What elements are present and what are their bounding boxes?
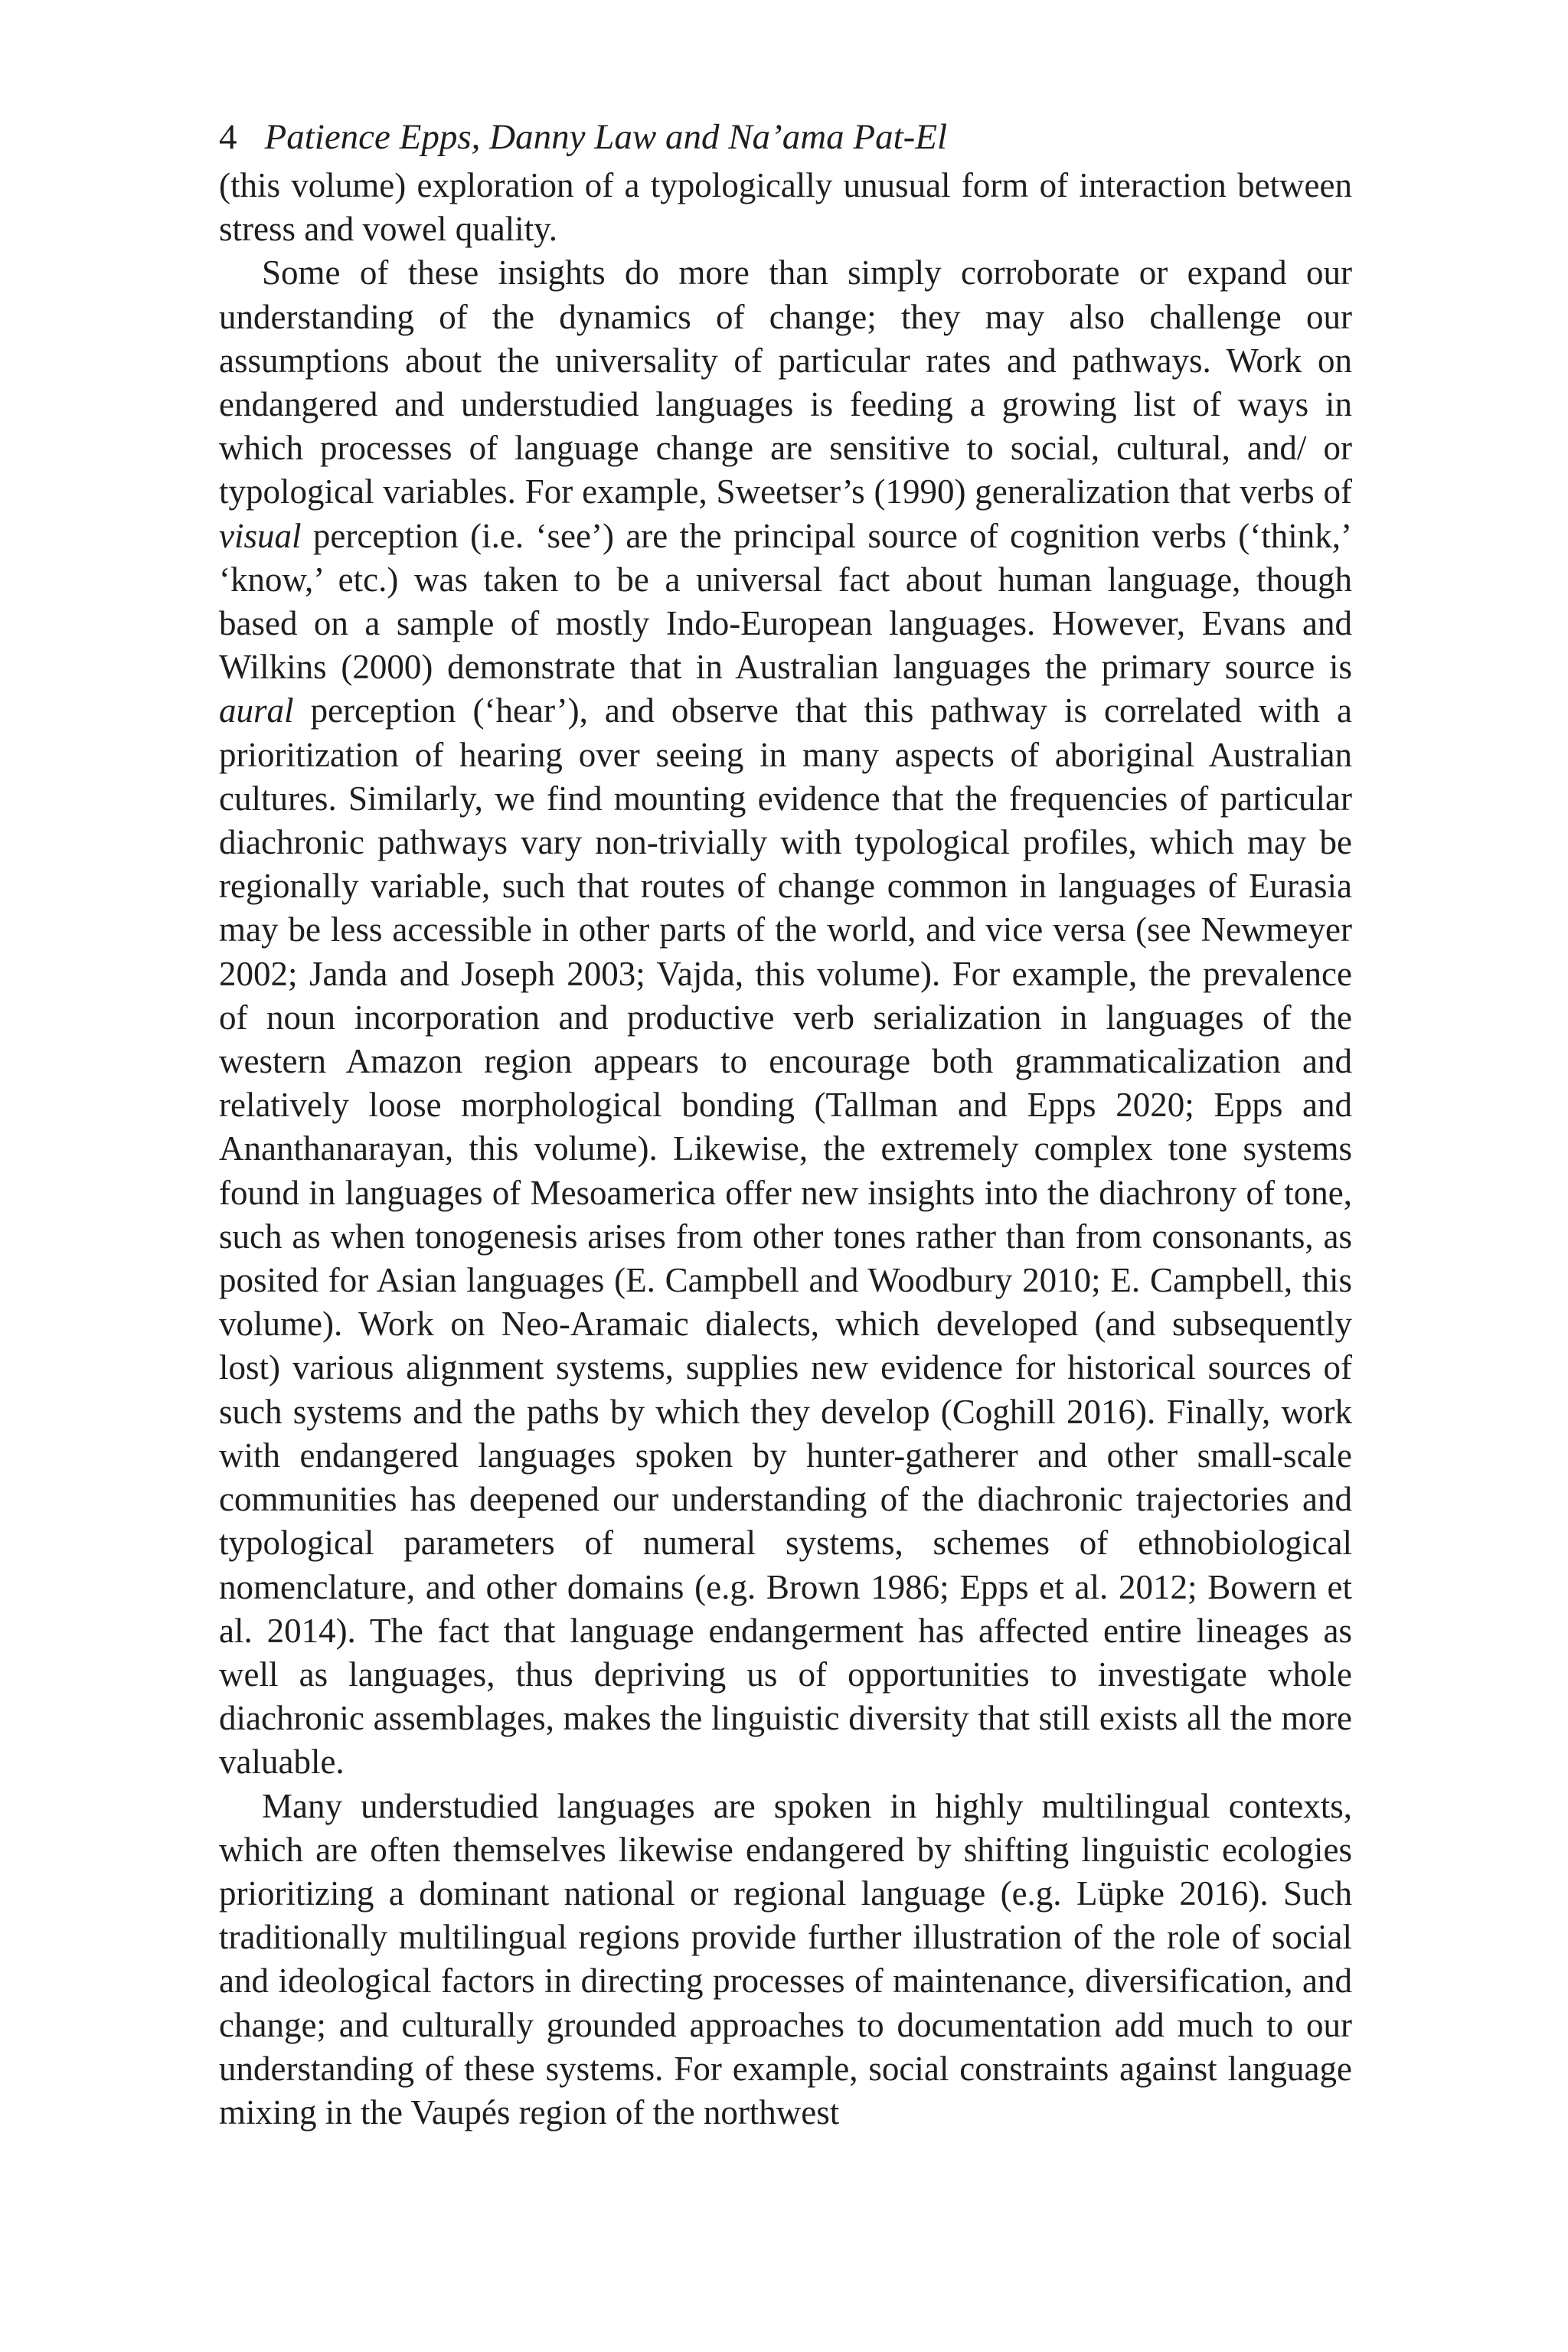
paragraph-text: Some of these insights do more than simply corroborate or expand our understanding of the dynamics of change; they may also challenge our assumptions about the universality of particular rates and pathways. Work on endangered and understudied languages is feeding a growing list of ways in which processes of language change are sensitive to social, cultural, and/ or typological variables. For example, Sweetser’s (1990) generalization that verbs of bbox=[219, 253, 1352, 511]
paragraph-text: perception (‘hear’), and observe that this pathway is correlated with a prioritization of hearing over seeing in many aspects of aboriginal Australian cultures. Similarly, we find mounting evidence that the frequencies of particular diachronic pathways vary non-trivially with typological profiles, which may be regionally variable, such that routes of change common in languages of Eurasia may be less accessible in other parts of the world, and vice versa (see Newmeyer 2002; Janda and Joseph 2003; Vajda, this volume). For example, the prevalence of noun incorporation and productive verb serialization in languages of the western Amazon region appears to encourage both grammaticalization and relatively loose morphological bonding (Tallman and Epps 2020; Epps and Ananthanarayan, this volume). Likewise, the extremely complex tone systems found in languages of Mesoamerica offer new insights into the diachrony of tone, such as when tonogenesis arises from other tones rather than from consonants, as posited for Asian languages (E. Campbell and Woodbury 2010; E. Campbell, this volume). Work on Neo-Aramaic dialects, which developed (and subsequently lost) various alignment systems, supplies new evidence for historical sources of such systems and the paths by which they develop (Coghill 2016). Finally, work with endangered languages spoken by hunter-gatherer and other small-scale communities has deepened our understanding of the diachronic trajectories and typological parameters of numeral systems, schemes of ethnobiological nomenclature, and other domains (e.g. Brown 1986; Epps et al. 2012; Bowern et al. 2014). The fact that language endangerment has affected entire lineages as well as languages, thus depriving us of opportunities to investigate whole diachronic assemblages, makes the linguistic diversity that still exists all the more valuable. bbox=[219, 691, 1352, 1782]
italic-term-visual: visual bbox=[219, 516, 302, 555]
paragraph-text: perception (i.e. ‘see’) are the principal source of cognition verbs (‘think,’ ‘know,’ etc.) was taken to be a universal fact about human language, though based on a sample of mostly Indo-European languages. However, Evans and Wilkins (2000) demonstrate that in Australian languages the primary source is bbox=[219, 516, 1352, 687]
paragraph-text: (this volume) exploration of a typologically unusual form of interaction between stress and vowel quality. bbox=[219, 166, 1352, 249]
paragraph-continued bbox=[219, 164, 1352, 251]
paragraph-multilingual bbox=[219, 1785, 1352, 2135]
running-head-authors: Patience Epps, Danny Law and Na’ama Pat-El bbox=[264, 117, 948, 157]
page-number: 4 bbox=[219, 117, 237, 157]
running-head bbox=[219, 115, 1352, 159]
italic-term-aural: aural bbox=[219, 691, 294, 730]
paragraph-text: Many understudied languages are spoken in highly multilingual contexts, which are often themselves likewise endangered by shifting linguistic ecologies prioritizing a dominant national or regional language (e.g. Lüpke 2016). Such traditionally multilingual regions provide further illustration of the role of social and ideological factors in directing processes of maintenance, diversification, and change; and culturally grounded approaches to documentation add much to our understanding of these systems. For example, social constraints against language mixing in the Vaupés region of the northwest bbox=[219, 1786, 1352, 2132]
book-page bbox=[219, 115, 1352, 2135]
paragraph-insights bbox=[219, 251, 1352, 1784]
